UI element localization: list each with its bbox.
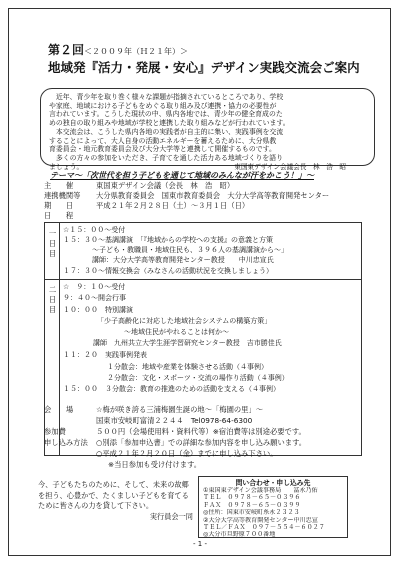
day1-line: １５：３０～基調講演 「『地域からの学校への支援』の意義と方策 <box>63 236 273 244</box>
day2-line: 「少子高齢化に対応した地域社会システムの構築方策」 <box>97 317 272 325</box>
document-title: 地域発『活力・発展・安心』デザイン実践交流会ご案内 <box>48 60 360 75</box>
apply-value-1: ○別添「参加申込書」での詳細な参加内容を申し込み願います。 <box>96 438 307 447</box>
intro-closing: ましょう。 <box>49 162 84 171</box>
fee-label: 参加費 <box>44 427 66 436</box>
theme-line: テーマ～「次世代を担う子どもを通じて地域のみんなが汗をかこう！」～ <box>50 171 314 180</box>
contact-line: ◎大分市旦野原７００番地 <box>203 531 276 539</box>
intro-line: 近年、青少年を取り巻く様々な課題が指摘されているところであり、学校 <box>49 93 284 101</box>
fee-value: ５００円（会場使用料・資料代等）※宿泊費等は別途必要です。 <box>96 427 306 436</box>
organizer-value: 東国東デザイン会議（会長 林 浩 昭） <box>96 181 235 190</box>
venue-value: ☆梅が咲き誇る三浦梅園生誕の地～「梅園の里」～ <box>96 405 264 414</box>
day2-line: ☆ ９：１０～受付 <box>63 283 126 291</box>
intro-line: 多くの方々の参加をいただき、子育てを通した活力ある地域づくりを語り <box>49 153 284 162</box>
date-row <box>44 201 249 211</box>
intro-line: めの独自の取り組みや地域が学校と連携した取り組みなどが行われています。 <box>49 119 290 128</box>
day1-line: １７：３０～情報交換会（みなさんの活動状況を交換しましょう） <box>63 267 273 275</box>
schedule-day-divider <box>45 279 361 280</box>
apply-label: 申し込み方法 <box>44 438 88 447</box>
partners-value: 大分県教育委員会 国東市教育委員会 大分大学高等教育開発センター <box>96 191 330 200</box>
venue-label: 会 場 <box>44 405 74 414</box>
intro-line: することによって、大人自身の活動エネルギーを蓄えるために、大分県教 <box>49 136 277 145</box>
intro-signature: 東国東デザイン会議会長 林 浩 昭 <box>234 162 346 171</box>
date-label: 期 日 <box>44 201 74 210</box>
contact-line: ＴＥＬ／ＦＡＸ ０９７－５５４－６０２７ <box>203 524 325 532</box>
edition-number: 第２回 <box>48 43 85 57</box>
day2-line: １０：００ 特別講演 <box>63 306 133 314</box>
apply-value-3: ※当日参加も受け付けます。 <box>108 460 202 469</box>
bottom-message <box>38 480 193 522</box>
schedule-label: 日 程 <box>44 211 74 220</box>
contact-line: ②大分大学高等教育開発センター中川忠宣 <box>203 516 318 524</box>
contact-line: ＴＥＬ ０９７８－６５－０３９６ <box>203 494 301 502</box>
day2-line: １１：２０ 実践事例発表 <box>63 351 147 359</box>
partners-row <box>44 191 329 201</box>
contact-title: 問い合わせ・申し込み先 <box>235 479 311 487</box>
contact-line: ①東国東デザイン会議事務局 冨永乃佑 <box>203 487 318 494</box>
date-value: 平成２１年２月２８日（土）～３月１日（日） <box>96 201 250 210</box>
day2-line: ９：４０～開会行事 <box>63 294 126 302</box>
intro-line: や家庭、地域における子どもをめぐる取り組み及び連携・協力の必要性が <box>49 101 277 110</box>
day1-line: 講師：大分大学高等教育開発センター教授 中川忠宣氏 <box>85 256 274 264</box>
day1-label: 一日目 <box>48 229 57 258</box>
contact-line: ◎住所：国東市安岐町糸永２３２３ <box>203 509 300 517</box>
day2-line: 講師 九州共立大学生涯学習研究センター教授 吉市勝佳氏 <box>93 339 282 347</box>
intro-line: 育委員会・地元教育委員会及び大分大学等と連携して開催するものです。 <box>49 145 276 154</box>
partners-label: 連携機関等 <box>44 191 81 200</box>
day2-label: 二日目 <box>48 285 57 314</box>
day2-line: １５：００ ３分散会：教育の推進のための活動を支える（４事例） <box>63 385 280 393</box>
apply-value-2: ○平成２１年２月２０日（金）までに申し込み下さい。 <box>96 449 278 458</box>
intro-box <box>40 88 375 171</box>
organizer-row <box>44 181 234 191</box>
day1-line: ～子ども・教職員・地域住民も、３９６人の基調講演から～」 <box>85 246 288 254</box>
day2-line: １分散会：地域や産業を体験させる活動（４事例） <box>107 363 268 371</box>
intro-line: 本交流会は、こうした県内各地の実践者が自主的に集い、実践事例を交流 <box>49 127 284 136</box>
day2-line: ２分散会：文化・スポーツ・交流の場作り活動（４事例） <box>107 374 289 382</box>
day1-line: ☆１５：００～受付 <box>63 226 126 234</box>
schedule-column-divider <box>59 223 60 455</box>
edition-year: ＜２００９年（Ｈ２１年）＞ <box>84 47 189 56</box>
fee-row <box>44 427 306 437</box>
bottom-message-text: 今、子どもたちのために、そして、未来の故郷を担う、心豊かで、たくましい子どもを育てるために皆さんの力を貸して下さい。 <box>38 480 189 510</box>
intro-line: 言われています。こうした現状の中、県内各地では、青少年の健全育成のた <box>49 110 283 119</box>
contact-line: ＦＡＸ ０９７８－６５－０３９９ <box>203 501 301 509</box>
organizer-label: 主 催 <box>44 181 74 190</box>
contact-box <box>198 476 348 538</box>
day2-line: ～地域住民がやれることは何か～ <box>117 328 229 336</box>
bottom-message-signer: 実行員会一同 <box>149 511 193 521</box>
page-number: - 1 - <box>193 540 207 548</box>
venue-address: 国東市安岐町富清２２４４ Tel0978-64-6300 <box>96 416 253 425</box>
edition-heading <box>48 41 188 58</box>
apply-row <box>44 438 306 448</box>
venue-row <box>44 405 263 415</box>
